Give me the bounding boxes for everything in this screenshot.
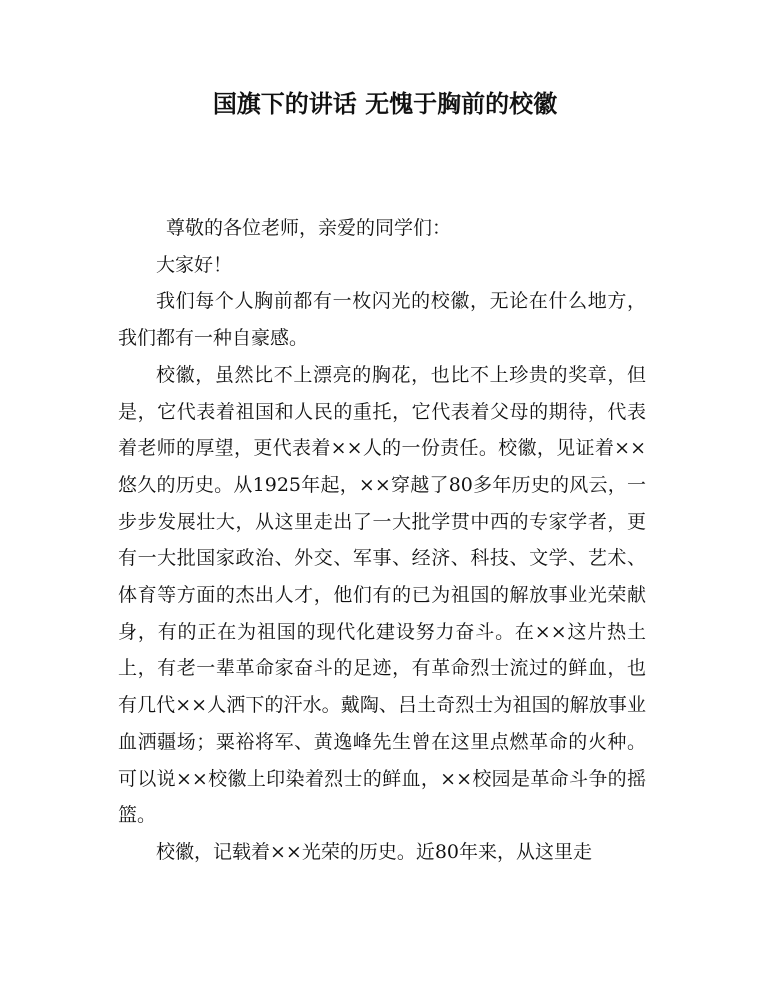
document-title: 国旗下的讲话 无愧于胸前的校徽 bbox=[212, 90, 558, 118]
document-body bbox=[118, 210, 646, 871]
paragraph: 我们每个人胸前都有一枚闪光的校徽，无论在什么地方，我们都有一种自豪感。 bbox=[118, 290, 646, 350]
salutation: 尊敬的各位老师，亲爱的同学们： bbox=[166, 217, 452, 239]
greeting: 大家好！ bbox=[156, 253, 233, 276]
paragraph: 校徽，记载着××光荣的历史。近80年来，从这里走 bbox=[156, 840, 593, 863]
paragraph: 校徽，虽然比不上漂亮的胸花，也比不上珍贵的奖章，但是，它代表着祖国和人民的重托，它代表着父母的期待，代表着老师的厚望，更代表着××人的一份责任。校徽，见证着××悠久的历史。从1925年起，××穿越了80多年历史的风云，一步步发展壮大，从这里走出了一大批学贯中西的专家学者，更有一大批国家政治、外交、军事、经济、科技、文学、艺术、体育等方面的杰出人才，他们有的已为祖国的解放事业光荣献身，有的正在为祖国的现代化建设努力奋斗。在××这片热土上，有老一辈革命家奋斗的足迹，有革命烈士流过的鲜血，也有几代××人洒下的汗水。戴陶、吕土奇烈士为祖国的解放事业血洒疆场；粟裕将军、黄逸峰先生曾在这里点燃革命的火种。可以说××校徽上印染着烈士的鲜血，××校园是革命斗争的摇篮。 bbox=[118, 363, 646, 827]
